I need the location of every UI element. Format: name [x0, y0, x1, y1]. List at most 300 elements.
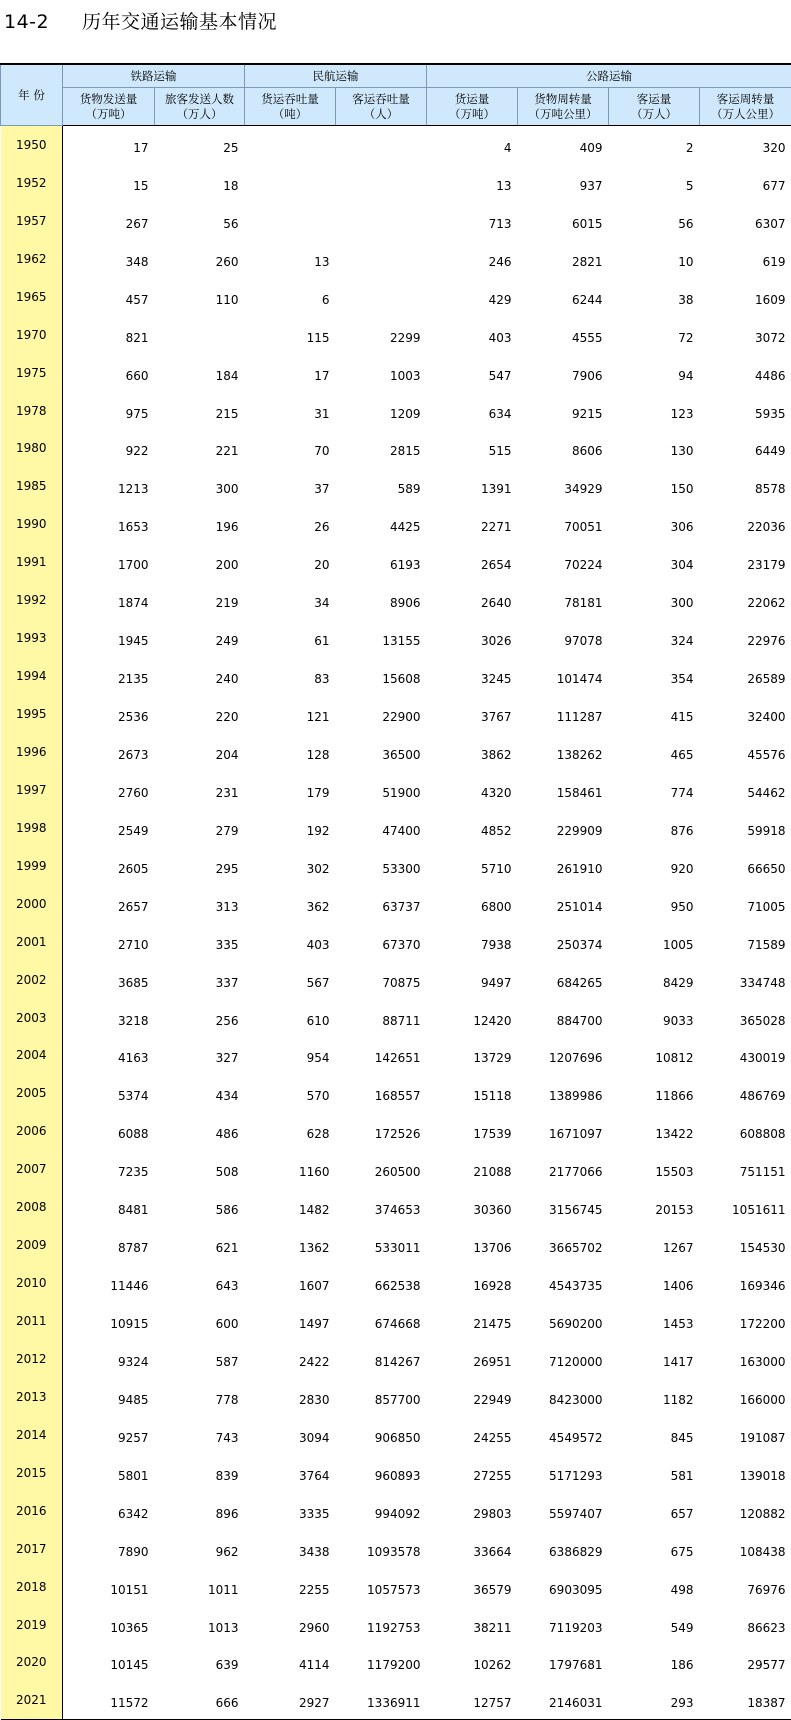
data-cell: 5171293 — [518, 1454, 609, 1492]
data-cell: 2927 — [245, 1681, 336, 1719]
data-cell: 5 — [609, 164, 700, 202]
data-cell: 2710 — [63, 923, 155, 961]
table-row — [1, 467, 791, 505]
data-cell: 7890 — [63, 1530, 155, 1568]
data-cell: 71005 — [700, 885, 791, 923]
year-cell: 2019 — [1, 1606, 63, 1644]
data-cell: 1207696 — [518, 1037, 609, 1075]
data-cell: 306 — [609, 505, 700, 543]
table-row — [1, 126, 791, 164]
data-cell: 7235 — [63, 1150, 155, 1188]
data-cell: 774 — [609, 771, 700, 809]
data-cell: 334748 — [700, 961, 791, 999]
data-cell: 3665702 — [518, 1226, 609, 1264]
data-cell: 3026 — [427, 619, 518, 657]
data-cell: 1213 — [63, 467, 155, 505]
year-cell: 2010 — [1, 1264, 63, 1302]
table-row — [1, 1226, 791, 1264]
data-cell: 1874 — [63, 581, 155, 619]
data-cell: 34 — [245, 581, 336, 619]
data-cell: 142651 — [336, 1037, 427, 1075]
data-cell: 6386829 — [518, 1530, 609, 1568]
table-row — [1, 1492, 791, 1530]
data-cell: 4320 — [427, 771, 518, 809]
table-row — [1, 1568, 791, 1606]
data-cell: 2299 — [336, 316, 427, 354]
data-cell: 26 — [245, 505, 336, 543]
data-cell: 960893 — [336, 1454, 427, 1492]
data-cell: 163000 — [700, 1340, 791, 1378]
year-cell: 2003 — [1, 999, 63, 1037]
data-cell: 628 — [245, 1112, 336, 1150]
year-cell: 2009 — [1, 1226, 63, 1264]
data-cell: 589 — [336, 467, 427, 505]
data-cell: 1797681 — [518, 1644, 609, 1682]
table-row — [1, 1074, 791, 1112]
table-row — [1, 885, 791, 923]
data-cell: 293 — [609, 1681, 700, 1719]
data-cell: 1051611 — [700, 1188, 791, 1226]
table-row — [1, 1378, 791, 1416]
data-cell: 677 — [700, 164, 791, 202]
year-cell: 1990 — [1, 505, 63, 543]
data-cell: 3156745 — [518, 1188, 609, 1226]
data-cell: 1182 — [609, 1378, 700, 1416]
data-cell: 1406 — [609, 1264, 700, 1302]
page-title — [4, 7, 277, 34]
year-cell: 2013 — [1, 1378, 63, 1416]
data-cell: 260500 — [336, 1150, 427, 1188]
data-cell: 2255 — [245, 1568, 336, 1606]
table-row — [1, 771, 791, 809]
data-cell — [245, 164, 336, 202]
data-cell: 302 — [245, 847, 336, 885]
data-cell: 962 — [155, 1530, 245, 1568]
data-cell: 22949 — [427, 1378, 518, 1416]
data-cell: 486769 — [700, 1074, 791, 1112]
data-cell: 32400 — [700, 695, 791, 733]
data-cell: 3245 — [427, 657, 518, 695]
data-cell: 5935 — [700, 392, 791, 430]
data-cell: 876 — [609, 809, 700, 847]
data-cell: 839 — [155, 1454, 245, 1492]
data-cell: 10365 — [63, 1606, 155, 1644]
data-cell: 10812 — [609, 1037, 700, 1075]
data-cell — [336, 164, 427, 202]
data-cell: 21475 — [427, 1302, 518, 1340]
year-cell: 1957 — [1, 202, 63, 240]
data-cell: 365028 — [700, 999, 791, 1037]
data-cell: 251014 — [518, 885, 609, 923]
data-cell: 5374 — [63, 1074, 155, 1112]
data-cell: 13 — [245, 240, 336, 278]
data-cell: 221 — [155, 430, 245, 468]
data-cell: 20 — [245, 543, 336, 581]
data-cell: 3438 — [245, 1530, 336, 1568]
data-cell: 4425 — [336, 505, 427, 543]
data-cell: 10262 — [427, 1644, 518, 1682]
data-cell — [155, 316, 245, 354]
data-cell: 2815 — [336, 430, 427, 468]
data-cell: 21088 — [427, 1150, 518, 1188]
column-header: 货运吞吐量 （吨） — [245, 88, 336, 126]
data-cell: 30360 — [427, 1188, 518, 1226]
data-cell: 8606 — [518, 430, 609, 468]
data-cell: 1005 — [609, 923, 700, 961]
data-cell: 53300 — [336, 847, 427, 885]
data-cell: 2673 — [63, 733, 155, 771]
table-row — [1, 430, 791, 468]
data-cell: 4114 — [245, 1644, 336, 1682]
year-cell: 1996 — [1, 733, 63, 771]
data-cell: 169346 — [700, 1264, 791, 1302]
data-cell: 260 — [155, 240, 245, 278]
data-cell: 674668 — [336, 1302, 427, 1340]
data-cell: 821 — [63, 316, 155, 354]
data-cell: 168557 — [336, 1074, 427, 1112]
data-cell: 200 — [155, 543, 245, 581]
data-cell: 751151 — [700, 1150, 791, 1188]
data-cell: 814267 — [336, 1340, 427, 1378]
table-row — [1, 1264, 791, 1302]
group-header-aviation: 民航运输 — [245, 64, 427, 88]
table-row — [1, 1150, 791, 1188]
column-header: 货物发送量 （万吨） — [63, 88, 155, 126]
data-cell: 63737 — [336, 885, 427, 923]
data-cell: 684265 — [518, 961, 609, 999]
data-cell: 320 — [700, 126, 791, 164]
table-row — [1, 619, 791, 657]
data-cell: 2821 — [518, 240, 609, 278]
data-cell: 78181 — [518, 581, 609, 619]
data-cell: 15608 — [336, 657, 427, 695]
table-row — [1, 392, 791, 430]
data-cell: 26951 — [427, 1340, 518, 1378]
table-row — [1, 961, 791, 999]
data-cell: 1389986 — [518, 1074, 609, 1112]
data-cell: 906850 — [336, 1416, 427, 1454]
table-number: 14-2 — [4, 11, 82, 33]
table-row — [1, 1302, 791, 1340]
data-cell: 179 — [245, 771, 336, 809]
data-cell: 139018 — [700, 1454, 791, 1492]
column-header: 货物周转量 （万吨公里） — [518, 88, 609, 126]
data-cell: 26589 — [700, 657, 791, 695]
year-cell: 2017 — [1, 1530, 63, 1568]
data-cell: 4549572 — [518, 1416, 609, 1454]
table-row — [1, 316, 791, 354]
data-cell: 3764 — [245, 1454, 336, 1492]
data-cell: 172526 — [336, 1112, 427, 1150]
data-cell: 884700 — [518, 999, 609, 1037]
data-cell: 515 — [427, 430, 518, 468]
data-cell: 643 — [155, 1264, 245, 1302]
data-cell: 429 — [427, 278, 518, 316]
table-row — [1, 1606, 791, 1644]
data-cell: 465 — [609, 733, 700, 771]
year-cell: 1985 — [1, 467, 63, 505]
column-header: 旅客发送人数 （万人） — [155, 88, 245, 126]
data-cell: 22062 — [700, 581, 791, 619]
data-cell: 250374 — [518, 923, 609, 961]
data-cell — [336, 240, 427, 278]
data-cell: 743 — [155, 1416, 245, 1454]
table-header — [1, 64, 791, 126]
transport-table — [0, 63, 791, 1720]
data-cell: 950 — [609, 885, 700, 923]
data-cell: 11866 — [609, 1074, 700, 1112]
table-row — [1, 1454, 791, 1492]
data-cell: 10915 — [63, 1302, 155, 1340]
data-cell — [245, 202, 336, 240]
data-cell: 108438 — [700, 1530, 791, 1568]
data-cell: 54462 — [700, 771, 791, 809]
data-cell: 17539 — [427, 1112, 518, 1150]
data-cell: 2422 — [245, 1340, 336, 1378]
data-cell: 5690200 — [518, 1302, 609, 1340]
data-cell: 256 — [155, 999, 245, 1037]
data-cell: 186 — [609, 1644, 700, 1682]
data-cell: 621 — [155, 1226, 245, 1264]
data-cell: 639 — [155, 1644, 245, 1682]
year-cell: 2021 — [1, 1681, 63, 1719]
year-cell: 2001 — [1, 923, 63, 961]
year-cell: 2004 — [1, 1037, 63, 1075]
data-cell: 70 — [245, 430, 336, 468]
year-cell: 1995 — [1, 695, 63, 733]
data-cell: 8787 — [63, 1226, 155, 1264]
data-cell: 25 — [155, 126, 245, 164]
year-cell: 1965 — [1, 278, 63, 316]
data-cell: 920 — [609, 847, 700, 885]
data-cell: 130 — [609, 430, 700, 468]
data-cell: 220 — [155, 695, 245, 733]
data-cell: 922 — [63, 430, 155, 468]
data-cell: 16928 — [427, 1264, 518, 1302]
data-cell: 121 — [245, 695, 336, 733]
data-cell: 3685 — [63, 961, 155, 999]
data-cell: 430019 — [700, 1037, 791, 1075]
data-cell: 38 — [609, 278, 700, 316]
data-cell: 1453 — [609, 1302, 700, 1340]
data-cell: 1057573 — [336, 1568, 427, 1606]
data-cell: 3218 — [63, 999, 155, 1037]
data-cell: 2605 — [63, 847, 155, 885]
data-cell: 61 — [245, 619, 336, 657]
data-cell: 15118 — [427, 1074, 518, 1112]
data-cell: 22976 — [700, 619, 791, 657]
data-cell: 619 — [700, 240, 791, 278]
data-cell: 204 — [155, 733, 245, 771]
column-header: 客运吞吐量 （人） — [336, 88, 427, 126]
data-cell: 76976 — [700, 1568, 791, 1606]
data-cell: 70224 — [518, 543, 609, 581]
data-cell: 1362 — [245, 1226, 336, 1264]
data-cell: 70875 — [336, 961, 427, 999]
data-cell: 5597407 — [518, 1492, 609, 1530]
data-cell: 6 — [245, 278, 336, 316]
data-cell: 845 — [609, 1416, 700, 1454]
data-cell: 666 — [155, 1681, 245, 1719]
data-cell: 4 — [427, 126, 518, 164]
data-cell: 67370 — [336, 923, 427, 961]
table-row — [1, 1112, 791, 1150]
data-cell: 9215 — [518, 392, 609, 430]
data-cell: 2146031 — [518, 1681, 609, 1719]
data-cell: 2271 — [427, 505, 518, 543]
table-row — [1, 733, 791, 771]
data-cell: 261910 — [518, 847, 609, 885]
data-cell: 1671097 — [518, 1112, 609, 1150]
data-cell: 9324 — [63, 1340, 155, 1378]
year-cell: 2000 — [1, 885, 63, 923]
data-cell: 6244 — [518, 278, 609, 316]
year-cell: 1975 — [1, 354, 63, 392]
data-cell: 138262 — [518, 733, 609, 771]
data-cell: 567 — [245, 961, 336, 999]
data-cell: 66650 — [700, 847, 791, 885]
data-cell: 59918 — [700, 809, 791, 847]
data-cell: 600 — [155, 1302, 245, 1340]
year-cell: 1998 — [1, 809, 63, 847]
column-header: 客运量 （万人） — [609, 88, 700, 126]
data-cell: 6800 — [427, 885, 518, 923]
data-cell: 7119203 — [518, 1606, 609, 1644]
data-cell: 457 — [63, 278, 155, 316]
data-cell: 3072 — [700, 316, 791, 354]
table-row — [1, 809, 791, 847]
table-row — [1, 1681, 791, 1719]
data-cell: 23179 — [700, 543, 791, 581]
year-cell: 1950 — [1, 126, 63, 164]
data-cell: 158461 — [518, 771, 609, 809]
data-cell: 9497 — [427, 961, 518, 999]
data-cell: 24255 — [427, 1416, 518, 1454]
table-row — [1, 1340, 791, 1378]
table-row — [1, 278, 791, 316]
data-cell: 2536 — [63, 695, 155, 733]
year-cell: 1980 — [1, 430, 63, 468]
data-cell: 3767 — [427, 695, 518, 733]
data-cell: 9033 — [609, 999, 700, 1037]
data-cell: 45576 — [700, 733, 791, 771]
data-cell: 304 — [609, 543, 700, 581]
data-cell: 56 — [609, 202, 700, 240]
data-cell: 954 — [245, 1037, 336, 1075]
year-cell: 2006 — [1, 1112, 63, 1150]
data-cell: 7120000 — [518, 1340, 609, 1378]
data-cell: 1267 — [609, 1226, 700, 1264]
data-cell: 13706 — [427, 1226, 518, 1264]
data-cell: 3094 — [245, 1416, 336, 1454]
year-cell: 2008 — [1, 1188, 63, 1226]
data-cell: 115 — [245, 316, 336, 354]
year-column-header: 年 份 — [1, 64, 63, 126]
data-cell: 192 — [245, 809, 336, 847]
data-cell: 120882 — [700, 1492, 791, 1530]
table-row — [1, 354, 791, 392]
data-cell: 8578 — [700, 467, 791, 505]
data-cell: 2760 — [63, 771, 155, 809]
data-cell: 86623 — [700, 1606, 791, 1644]
data-cell: 123 — [609, 392, 700, 430]
data-cell: 1209 — [336, 392, 427, 430]
year-cell: 1978 — [1, 392, 63, 430]
data-cell: 324 — [609, 619, 700, 657]
data-cell: 327 — [155, 1037, 245, 1075]
data-cell: 348 — [63, 240, 155, 278]
year-cell: 2016 — [1, 1492, 63, 1530]
data-cell: 172200 — [700, 1302, 791, 1340]
data-cell — [336, 278, 427, 316]
data-cell: 1336911 — [336, 1681, 427, 1719]
year-cell: 2012 — [1, 1340, 63, 1378]
year-cell: 2002 — [1, 961, 63, 999]
data-cell: 434 — [155, 1074, 245, 1112]
table-row — [1, 1037, 791, 1075]
table-row — [1, 1416, 791, 1454]
data-cell: 337 — [155, 961, 245, 999]
data-cell: 403 — [427, 316, 518, 354]
data-cell: 11572 — [63, 1681, 155, 1719]
data-cell: 10145 — [63, 1644, 155, 1682]
data-cell: 33664 — [427, 1530, 518, 1568]
data-cell: 403 — [245, 923, 336, 961]
data-cell: 1945 — [63, 619, 155, 657]
data-cell: 9485 — [63, 1378, 155, 1416]
data-cell: 13155 — [336, 619, 427, 657]
year-cell: 2014 — [1, 1416, 63, 1454]
data-cell: 6903095 — [518, 1568, 609, 1606]
data-cell: 587 — [155, 1340, 245, 1378]
data-cell: 88711 — [336, 999, 427, 1037]
data-cell: 1013 — [155, 1606, 245, 1644]
data-cell: 409 — [518, 126, 609, 164]
data-cell — [336, 202, 427, 240]
data-cell: 12757 — [427, 1681, 518, 1719]
data-cell: 1700 — [63, 543, 155, 581]
data-cell: 4555 — [518, 316, 609, 354]
data-cell: 498 — [609, 1568, 700, 1606]
data-cell: 581 — [609, 1454, 700, 1492]
year-cell: 1994 — [1, 657, 63, 695]
data-cell: 22900 — [336, 695, 427, 733]
data-cell: 547 — [427, 354, 518, 392]
data-cell: 13729 — [427, 1037, 518, 1075]
table-row — [1, 695, 791, 733]
group-header-highway: 公路运输 — [427, 64, 791, 88]
data-cell: 36500 — [336, 733, 427, 771]
data-cell: 94 — [609, 354, 700, 392]
year-cell: 1993 — [1, 619, 63, 657]
data-cell: 6342 — [63, 1492, 155, 1530]
year-cell: 1992 — [1, 581, 63, 619]
data-cell: 1609 — [700, 278, 791, 316]
data-cell: 1417 — [609, 1340, 700, 1378]
data-cell: 6015 — [518, 202, 609, 240]
data-cell: 354 — [609, 657, 700, 695]
data-cell: 51900 — [336, 771, 427, 809]
data-cell: 5710 — [427, 847, 518, 885]
data-cell: 1192753 — [336, 1606, 427, 1644]
data-cell: 713 — [427, 202, 518, 240]
data-cell: 3862 — [427, 733, 518, 771]
data-cell: 2657 — [63, 885, 155, 923]
data-cell: 128 — [245, 733, 336, 771]
table-row — [1, 847, 791, 885]
data-cell: 2830 — [245, 1378, 336, 1416]
data-cell: 240 — [155, 657, 245, 695]
